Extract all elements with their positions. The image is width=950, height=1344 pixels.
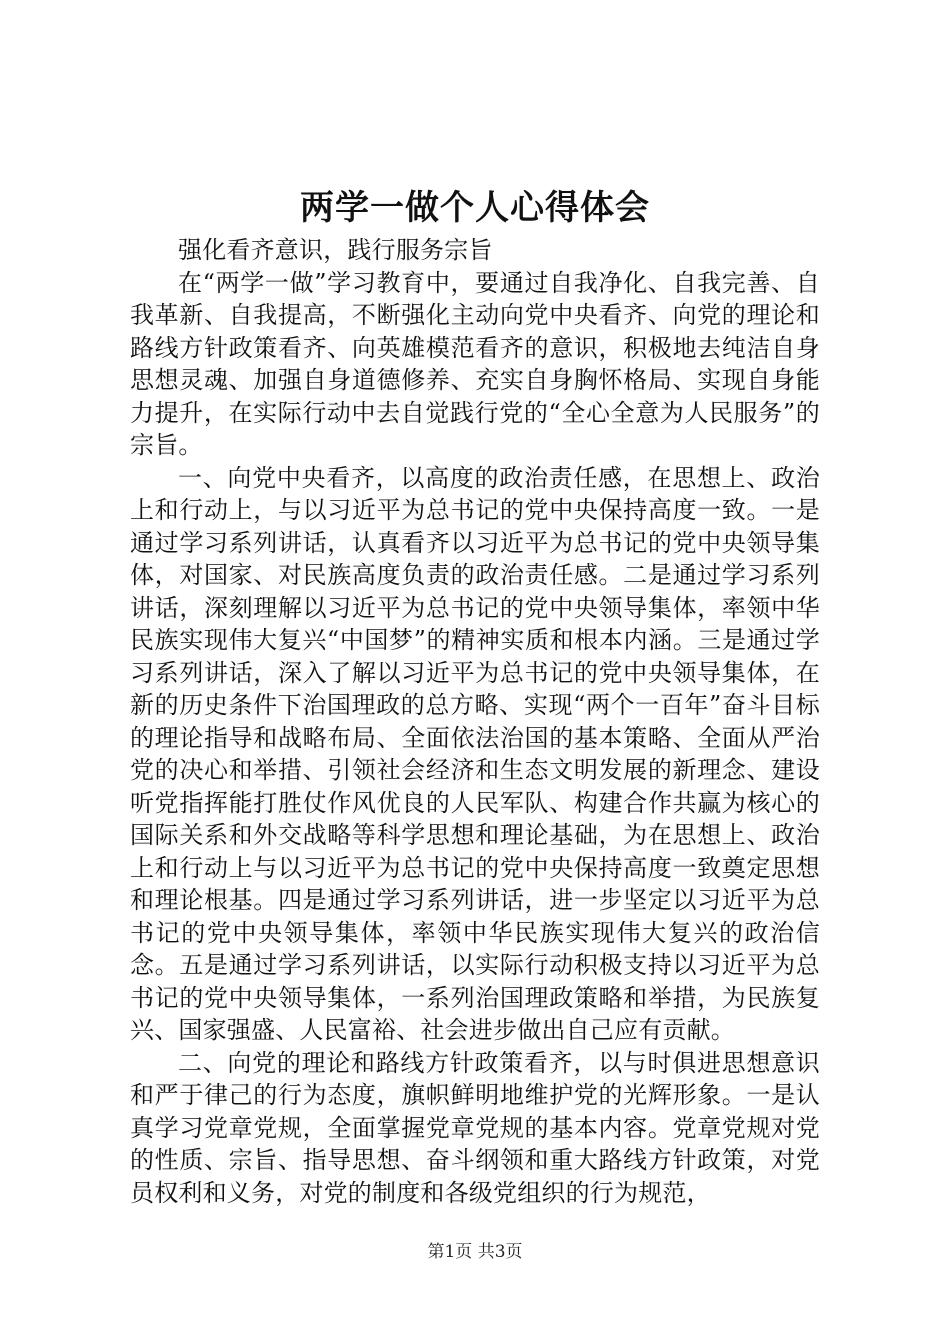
page-footer: 第1页 共3页 bbox=[427, 1242, 523, 1262]
paragraph-section-two: 二、向党的理论和路线方针政策看齐，以与时俱进思想意识和严于律己的行为态度，旗帜鲜明地维护党的光辉形象。一是认真学习党章党规，全面掌握党章党规的基本内容。党章党规对党的性质、宗旨、指导思想、奋斗纲领和重大路线方针政策，对党员权利和义务，对党的制度和各级党组织的行为规范， bbox=[130, 1048, 820, 1207]
paragraph-subtitle: 强化看齐意识，践行服务宗旨 bbox=[178, 236, 493, 264]
paragraph-intro: 在“两学一做”学习教育中，要通过自我净化、自我完善、自我革新、自我提高，不断强化主动向党中央看齐、向党的理论和路线方针政策看齐、向英雄模范看齐的意识，积极地去纯洁自身思想灵魂、加强自身道德修养、充实自身胸怀格局、实现自身能力提升，在实际行动中去自觉践行党的“全心全意为人民服务”的宗旨。 bbox=[130, 268, 820, 459]
document-title: 两学一做个人心得体会 bbox=[300, 188, 650, 228]
paragraph-section-one: 一、向党中央看齐，以高度的政治责任感，在思想上、政治上和行动上，与以习近平为总书记的党中央保持高度一致。一是通过学习系列讲话，认真看齐以习近平为总书记的党中央领导集体，对国家、对民族高度负责的政治责任感。二是通过学习系列讲话，深刻理解以习近平为总书记的党中央领导集体，率领中华民族实现伟大复兴“中国梦”的精神实质和根本内涵。三是通过学习系列讲话，深入了解以习近平为总书记的党中央领导集体，在新的历史条件下治国理政的总方略、实现“两个一百年”奋斗目标的理论指导和战略布局、全面依法治国的基本策略、全面从严治党的决心和举措、引领社会经济和生态文明发展的新理念、建设听党指挥能打胜仗作风优良的人民军队、构建合作共赢为核心的国际关系和外交战略等科学思想和理论基础，为在思想上、政治上和行动上与以习近平为总书记的党中央保持高度一致奠定思想和理论根基。四是通过学习系列讲话，进一步坚定以习近平为总书记的党中央领导集体，率领中华民族实现伟大复兴的政治信念。五是通过学习系列讲话，以实际行动积极支持以习近平为总书记的党中央领导集体，一系列治国理政策略和举措，为民族复兴、国家强盛、人民富裕、社会进步做出自己应有贡献。 bbox=[130, 463, 820, 1044]
document-body bbox=[130, 234, 820, 1209]
